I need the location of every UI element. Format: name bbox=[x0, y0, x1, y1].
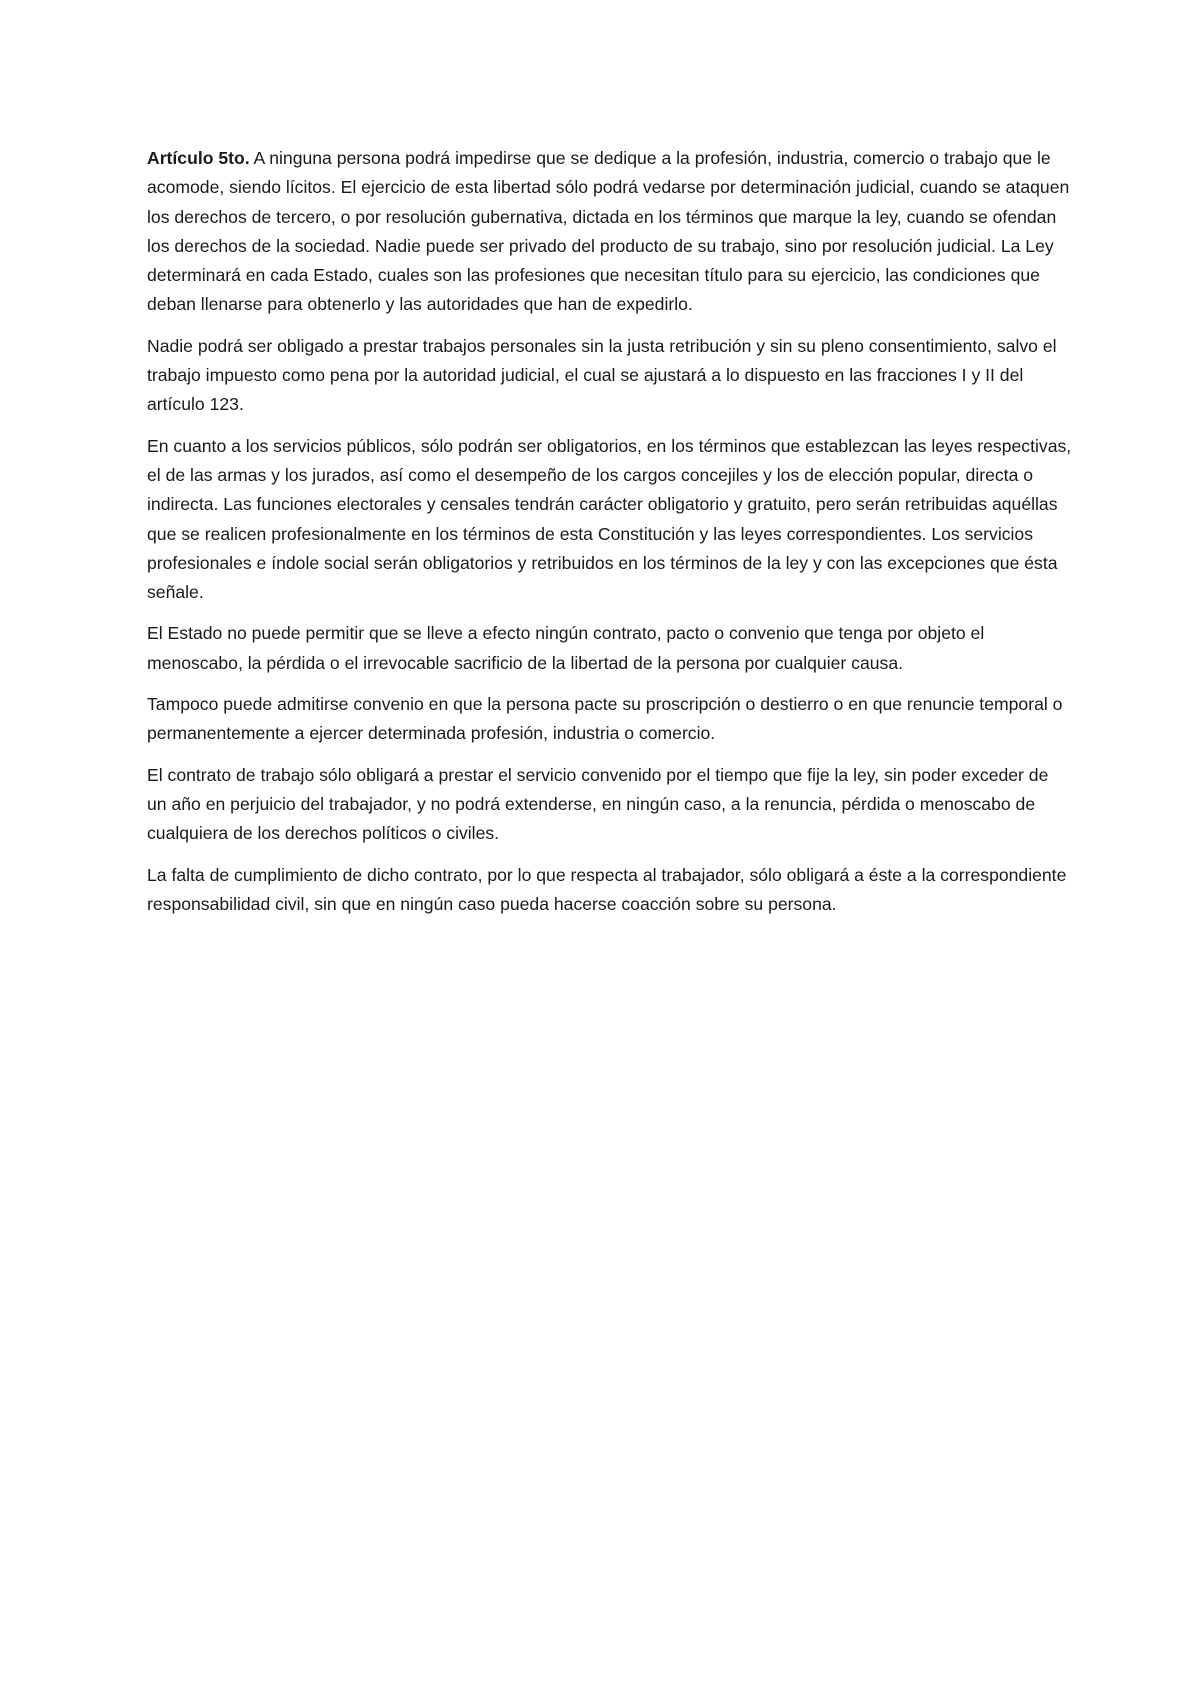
paragraph-6: El contrato de trabajo sólo obligará a prestar el servicio convenido por el tiempo que fije la ley, sin poder exceder de un año en perjuicio del trabajador, y no podrá extenderse, en ningún caso, a la renuncia, pérdida o menoscabo de cualquiera de los derechos políticos o civiles. bbox=[147, 764, 1049, 844]
paragraph-4: El Estado no puede permitir que se lleve a efecto ningún contrato, pacto o convenio que tenga por objeto el menoscabo, la pérdida o el irrevocable sacrificio de la libertad de la persona por cualquier causa. bbox=[147, 623, 985, 673]
article-label: Artículo 5to. bbox=[147, 148, 250, 168]
document-body bbox=[147, 144, 1072, 931]
paragraph-1-text: A ninguna persona podrá impedirse que se dedique a la profesión, industria, comercio o trabajo que le acomode, siendo lícitos. El ejercicio de esta libertad sólo podrá vedarse por determinación judicial, cuando se ataquen los derechos de tercero, o por resolución gubernativa, dictada en los términos que marque la ley, cuando se ofendan los derechos de la sociedad. Nadie puede ser privado del producto de su trabajo, sino por resolución judicial. La Ley determinará en cada Estado, cuales son las profesiones que necesitan título para su ejercicio, las condiciones que deban llenarse para obtenerlo y las autoridades que han de expedirlo. bbox=[147, 148, 1070, 315]
paragraph-7: La falta de cumplimiento de dicho contrato, por lo que respecta al trabajador, sólo obligará a éste a la correspondiente responsabilidad civil, sin que en ningún caso pueda hacerse coacción sobre su persona. bbox=[147, 864, 1067, 914]
paragraph-5: Tampoco puede admitirse convenio en que la persona pacte su proscripción o destierro o en que renuncie temporal o permanentemente a ejercer determinada profesión, industria o comercio. bbox=[147, 694, 1063, 744]
paragraph-1 bbox=[147, 144, 1072, 320]
paragraph-3: En cuanto a los servicios públicos, sólo podrán ser obligatorios, en los términos que establezcan las leyes respectivas, el de las armas y los jurados, así como el desempeño de los cargos concejiles y los de elección popular, directa o indirecta. Las funciones electorales y censales tendrán carácter obligatorio y gratuito, pero serán retribuidas aquéllas que se realicen profesionalmente en los términos de esta Constitución y las leyes correspondientes. Los servicios profesionales e índole social serán obligatorios y retribuidos en los términos de la ley y con las excepciones que ésta señale. bbox=[147, 435, 1072, 603]
paragraph-2: Nadie podrá ser obligado a prestar trabajos personales sin la justa retribución y sin su pleno consentimiento, salvo el trabajo impuesto como pena por la autoridad judicial, el cual se ajustará a lo dispuesto en las fracciones I y II del artículo 123. bbox=[147, 335, 1057, 415]
